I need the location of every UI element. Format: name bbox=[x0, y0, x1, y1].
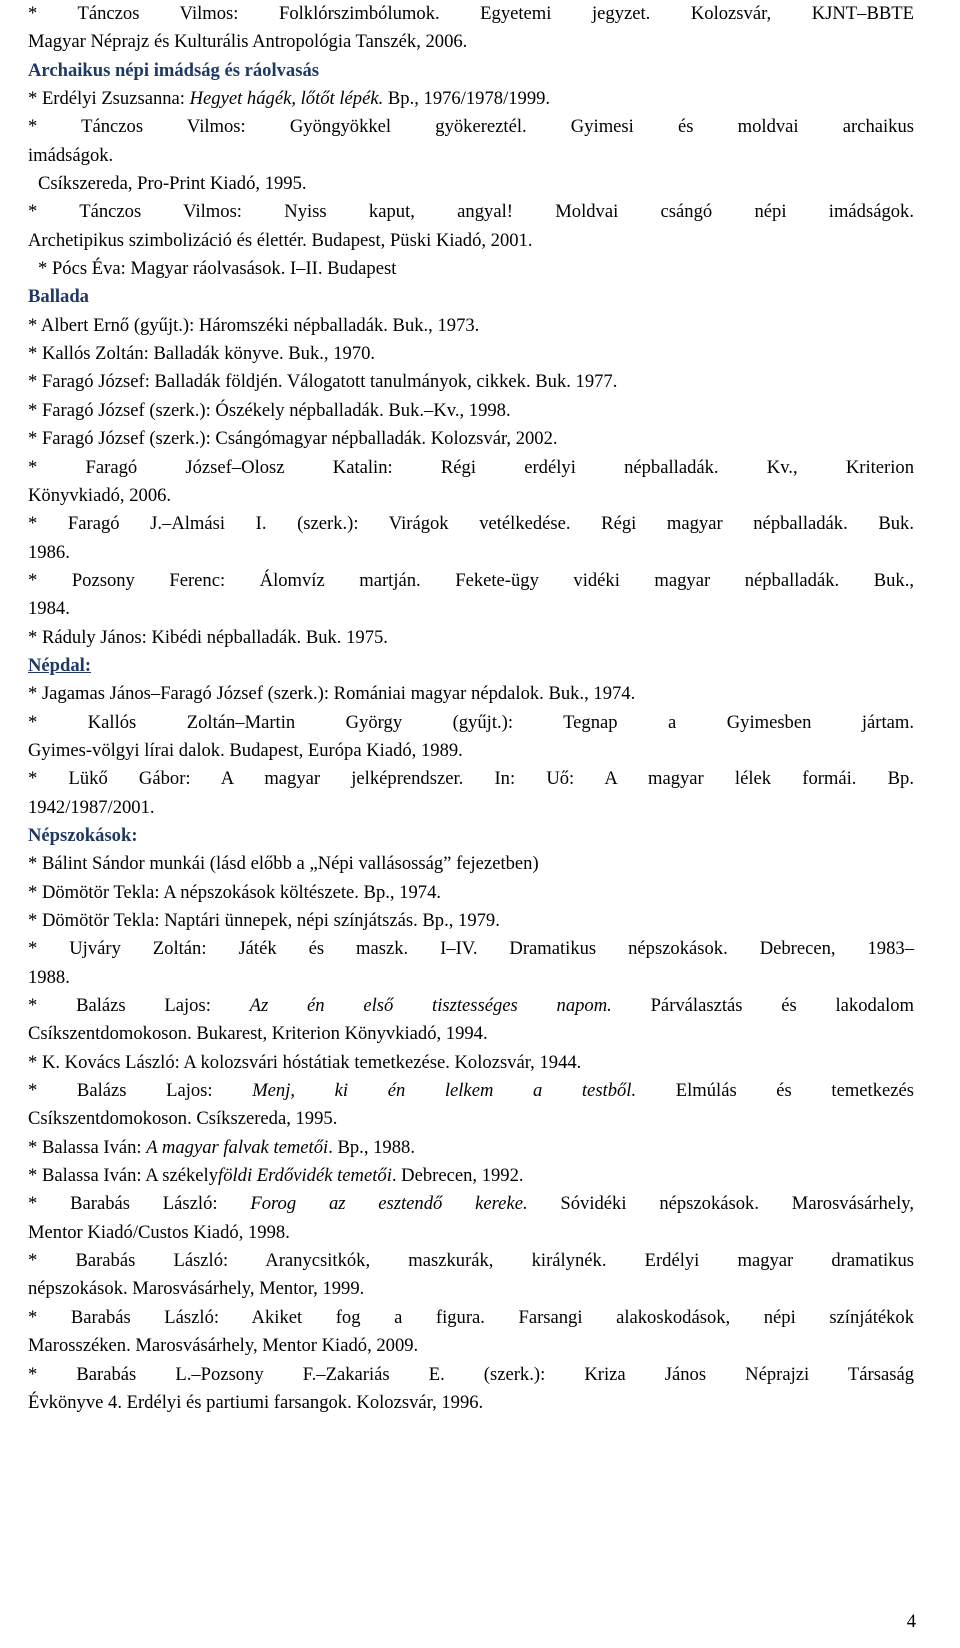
bib-entry-line bbox=[28, 1162, 914, 1190]
bib-entry-line: * Albert Ernő (gyűjt.): Háromszéki népballadák. Buk., 1973. bbox=[28, 314, 480, 336]
bib-entry-line: Könyvkiadó, 2006. bbox=[28, 484, 172, 506]
bib-entry-line: * Barabás László: Akiket fog a figura. Farsangi alakoskodások, népi színjátékok bbox=[28, 1306, 914, 1328]
bib-entry-line: * Jagamas János–Faragó József (szerk.): Romániai magyar népdalok. Buk., 1974. bbox=[28, 683, 636, 705]
entry-title-italic: Forog az esztendő kereke. bbox=[250, 1193, 528, 1215]
entry-rest: Bp., 1976/1978/1999. bbox=[383, 88, 551, 110]
bib-entry-line: * Kallós Zoltán: Balladák könyve. Buk., 1970. bbox=[28, 343, 376, 365]
bib-entry-line: Csíkszentdomokoson. Csíkszereda, 1995. bbox=[28, 1108, 338, 1130]
bib-entry-line: * Bálint Sándor munkái (lásd előbb a „Népi vallásosság” fejezetben) bbox=[28, 853, 539, 875]
section-heading-nepszokasok: Népszokások: bbox=[28, 824, 138, 846]
entry-author: * Balassa Iván: bbox=[28, 1136, 147, 1158]
entry-rest: Párválasztás és lakodalom bbox=[650, 995, 915, 1017]
bib-entry-line: * Faragó J.–Almási I. (szerk.): Virágok vetélkedése. Régi magyar népballadák. Buk. bbox=[28, 513, 914, 535]
bib-entry-line: Archetipikus szimbolizáció és élettér. Budapest, Püski Kiadó, 2001. bbox=[28, 229, 533, 251]
bib-entry-line: 1984. bbox=[28, 598, 70, 620]
bib-entry-line: Gyimes-völgyi lírai dalok. Budapest, Európa Kiadó, 1989. bbox=[28, 739, 463, 761]
bib-entry-line bbox=[28, 992, 914, 1020]
section-heading-archaikus: Archaikus népi imádság és ráolvasás bbox=[28, 59, 319, 81]
entry-title-italic: Az én első tisztességes napom. bbox=[249, 995, 612, 1017]
bib-entry-line: * Faragó József (szerk.): Ószékely népballadák. Buk.–Kv., 1998. bbox=[28, 399, 511, 421]
entry-rest: . Bp., 1988. bbox=[328, 1136, 415, 1158]
bib-entry-line: * Kallós Zoltán–Martin György (gyűjt.): Tegnap a Gyimesben jártam. bbox=[28, 711, 914, 733]
bib-entry-line: Magyar Néprajz és Kulturális Antropológia Tanszék, 2006. bbox=[28, 31, 468, 53]
bib-entry-line: * Dömötör Tekla: Naptári ünnepek, népi színjátszás. Bp., 1979. bbox=[28, 910, 500, 931]
entry-author: * Erdélyi Zsuzsanna: bbox=[28, 88, 190, 110]
bib-entry-line: * Tánczos Vilmos: Nyiss kaput, angyal! Moldvai csángó népi imádságok. bbox=[28, 201, 914, 223]
bib-entry-line: Mentor Kiadó/Custos Kiadó, 1998. bbox=[28, 1221, 290, 1243]
bib-entry-line: Csíkszereda, Pro-Print Kiadó, 1995. bbox=[38, 173, 307, 195]
bib-entry-line: Csíkszentdomokoson. Bukarest, Kriterion Könyvkiadó, 1994. bbox=[28, 1023, 488, 1045]
bib-entry-line: * Pócs Éva: Magyar ráolvasások. I–II. Budapest bbox=[38, 258, 397, 280]
bib-entry-line: 1986. bbox=[28, 541, 70, 563]
section-heading-ballada: Ballada bbox=[28, 286, 89, 308]
entry-title-italic: Hegyet hágék, lőtőt lépék. bbox=[189, 88, 384, 110]
page-number: 4 bbox=[906, 1611, 916, 1632]
bib-entry-line: * Faragó József (szerk.): Csángómagyar népballadák. Kolozsvár, 2002. bbox=[28, 428, 558, 450]
bib-entry-line: Évkönyve 4. Erdélyi és partiumi farsangok. Kolozsvár, 1996. bbox=[28, 1391, 484, 1413]
bib-entry-line: * Pozsony Ferenc: Álomvíz martján. Fekete-ügy vidéki magyar népballadák. Buk., bbox=[28, 569, 914, 591]
bib-entry-line bbox=[28, 1077, 914, 1105]
bib-entry-line: * Barabás L.–Pozsony F.–Zakariás E. (szerk.): Kriza János Néprajzi Társaság bbox=[28, 1363, 914, 1385]
bib-entry-line: * Faragó József–Olosz Katalin: Régi erdélyi népballadák. Kv., Kriterion bbox=[28, 456, 914, 478]
bib-entry-line: * K. Kovács László: A kolozsvári hóstátiak temetkezése. Kolozsvár, 1944. bbox=[28, 1051, 582, 1073]
bib-entry-line: * Tánczos Vilmos: Gyöngyökkel gyökereztél. Gyimesi és moldvai archaikus bbox=[28, 116, 914, 138]
bib-entry-line: * Lükő Gábor: A magyar jelképrendszer. In: Uő: A magyar lélek formái. Bp. bbox=[28, 768, 914, 790]
entry-rest: . Debrecen, 1992. bbox=[391, 1165, 524, 1187]
bib-entry-line: 1942/1987/2001. bbox=[28, 796, 155, 818]
entry-title-italic: Menj, ki én lelkem a testből. bbox=[252, 1080, 637, 1102]
entry-rest: Elmúlás és temetkezés bbox=[675, 1080, 914, 1102]
bib-entry-line: 1988. bbox=[28, 966, 70, 988]
bib-entry-line: imádságok. bbox=[28, 144, 114, 166]
entry-author: * Barabás László: bbox=[28, 1193, 251, 1215]
entry-title-italic: földi Erdővidék temetői bbox=[218, 1165, 392, 1187]
bib-entry-line: népszokások. Marosvásárhely, Mentor, 1999. bbox=[28, 1278, 365, 1300]
bib-entry-line: Marosszéken. Marosvásárhely, Mentor Kiadó, 2009. bbox=[28, 1335, 419, 1357]
entry-author: * Balázs Lajos: bbox=[28, 1080, 253, 1102]
bib-entry-line: * Ujváry Zoltán: Játék és maszk. I–IV. Dramatikus népszokások. Debrecen, 1983– bbox=[28, 938, 914, 960]
entry-author: * Balázs Lajos: bbox=[28, 995, 250, 1017]
bib-entry-line: * Tánczos Vilmos: Folklórszimbólumok. Egyetemi jegyzet. Kolozsvár, KJNT–BBTE bbox=[28, 3, 914, 24]
section-heading-nepdal: Népdal: bbox=[28, 654, 92, 676]
entry-rest: Sóvidéki népszokások. Marosvásárhely, bbox=[560, 1193, 914, 1215]
bib-entry-line bbox=[28, 1134, 914, 1162]
bibliography-page bbox=[28, 0, 914, 1417]
bib-entry-line bbox=[28, 85, 914, 113]
bib-entry-line: * Ráduly János: Kibédi népballadák. Buk. 1975. bbox=[28, 626, 388, 648]
bib-entry-line: * Faragó József: Balladák földjén. Válogatott tanulmányok, cikkek. Buk. 1977. bbox=[28, 371, 618, 393]
bib-entry-line: * Barabás László: Aranycsitkók, maszkurák, királynék. Erdélyi magyar dramatikus bbox=[28, 1250, 914, 1272]
entry-title-italic: A magyar falvak temetői bbox=[146, 1136, 329, 1158]
bib-entry-line bbox=[28, 1190, 914, 1218]
entry-author: * Balassa Iván: A székely bbox=[28, 1165, 219, 1187]
bib-entry-line: * Dömötör Tekla: A népszokások költészete. Bp., 1974. bbox=[28, 881, 442, 903]
